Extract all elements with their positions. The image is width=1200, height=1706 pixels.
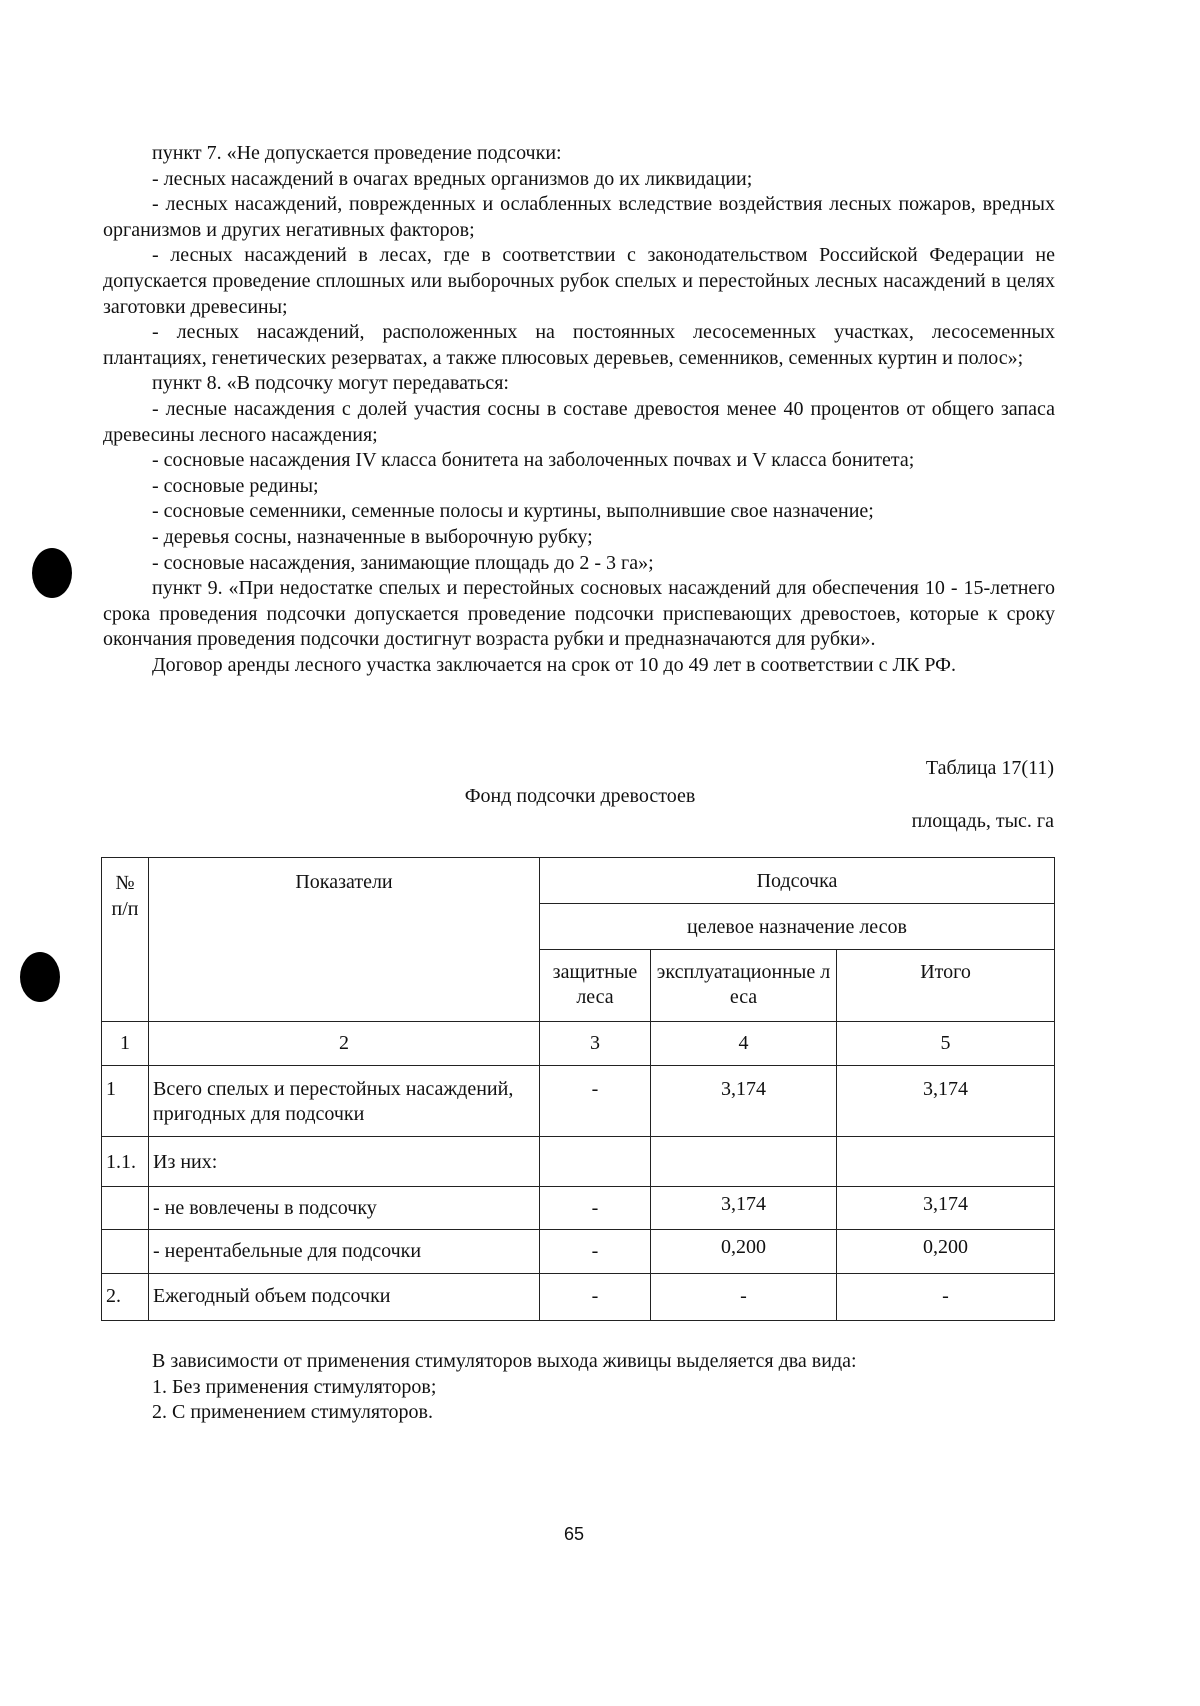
table-title: Фонд подсочки древостоев [464,785,696,807]
header-indicators: Показатели [149,858,540,1022]
col-number: 1 [102,1022,149,1066]
row-label: Ежегодный объем подсочки [149,1274,540,1321]
table-number: Таблица 17(11) [925,757,1054,779]
table-row [102,1066,1055,1137]
paragraph: - лесных насаждений, расположенных на постоянных лесосеменных участках, лесосеменных плантациях, генетических резерватах, а также плюсовых деревьев, семенников, семенных куртин и полос»; [103,321,1055,369]
row-label: - нерентабельные для подсочки [149,1230,540,1274]
paragraph: - сосновые семенники, семенные полосы и куртины, выполнившие свое назначение; [152,500,874,523]
row-label: - не вовлечены в подсочку [149,1187,540,1230]
col-number: 5 [837,1022,1055,1066]
row-num: 1 [102,1066,149,1137]
header-num: № п/п [102,858,149,1022]
table-row [102,1137,1055,1187]
header-col5: Итого [837,950,1055,1022]
paragraph: - лесных насаждений в лесах, где в соответствии с законодательством Российской Федерации не допускается проведение сплошных или выборочных рубок спелых и перестойных лесных насаждений в целях заготовки древесины; [103,244,1055,318]
row-c5: 3,174 [837,1066,1055,1137]
row-c5 [837,1137,1055,1187]
row-c3: - [540,1274,651,1321]
row-c4: 0,200 [651,1230,837,1274]
column-numbers-row [102,1022,1055,1066]
table-row [102,1274,1055,1321]
row-c3: - [540,1230,651,1274]
col-number: 4 [651,1022,837,1066]
row-num [102,1187,149,1230]
list-item: 1. Без применения стимуляторов; [152,1375,437,1398]
row-c3: - [540,1066,651,1137]
paragraph: В зависимости от применения стимуляторов выхода живицы выделяется два вида: [152,1350,857,1372]
table-units: площадь, тыс. га [911,810,1054,832]
row-label: Всего спелых и перестойных насаждений, пригодных для подсочки [149,1066,540,1137]
row-num: 2. [102,1274,149,1321]
binder-hole-mark [20,952,60,1002]
row-c4: 3,174 [651,1066,837,1137]
col-number: 3 [540,1022,651,1066]
row-label: Из них: [149,1137,540,1187]
header-group: Подсочка [540,858,1055,904]
row-c5: 3,174 [837,1187,1055,1230]
body-text [103,141,1055,678]
paragraph: - сосновые насаждения IV класса бонитета на заболоченных почвах и V класса бонитета; [152,449,915,472]
table-row [102,1230,1055,1274]
row-c4: - [651,1274,837,1321]
row-c3: - [540,1187,651,1230]
paragraph: пункт 8. «В подсочку могут передаваться: [152,372,509,395]
paragraph: - сосновые насаждения, занимающие площадь до 2 - 3 га»; [152,551,654,574]
paragraph: Договор аренды лесного участка заключается на срок от 10 до 49 лет в соответствии с ЛК РФ. [152,653,956,676]
row-num: 1.1. [102,1137,149,1187]
row-c5: - [837,1274,1055,1321]
header-subgroup: целевое назначение лесов [540,904,1055,950]
paragraph: - сосновые редины; [152,474,319,497]
table-row [102,1187,1055,1230]
closing-text [152,1349,857,1426]
data-table [101,857,1055,1321]
row-num [102,1230,149,1274]
header-col3: защитные леса [540,950,651,1022]
page-number: 65 [563,1524,585,1544]
row-c4 [651,1137,837,1187]
paragraph: - деревья сосны, назначенные в выборочную рубку; [152,525,593,548]
row-c4: 3,174 [651,1187,837,1230]
paragraph: - лесных насаждений, поврежденных и ослабленных вследствие воздействия лесных пожаров, вредных организмов и других негативных факторов; [103,193,1055,241]
paragraph: пункт 9. «При недостатке спелых и перестойных сосновых насаждений для обеспечения 10 - 15-летнего срока проведения подсочки допускается проведение подсочки приспевающих древостоев, которые к сроку окончания проведения подсочки достигнут возраста рубки и предназначаются для рубки». [103,577,1055,651]
list-item: 2. С применением стимуляторов. [152,1401,433,1424]
paragraph: - лесные насаждения с долей участия сосны в составе древостоя менее 40 процентов от общего запаса древесины лесного насаждения; [103,397,1055,446]
header-col4: эксплуатационные леса [651,950,837,1022]
col-number: 2 [149,1022,540,1066]
row-c5: 0,200 [837,1230,1055,1274]
paragraph: пункт 7. «Не допускается проведение подсочки: [152,142,562,164]
paragraph: - лесных насаждений в очагах вредных организмов до их ликвидации; [152,167,753,190]
binder-hole-mark [32,548,72,598]
row-c3 [540,1137,651,1187]
